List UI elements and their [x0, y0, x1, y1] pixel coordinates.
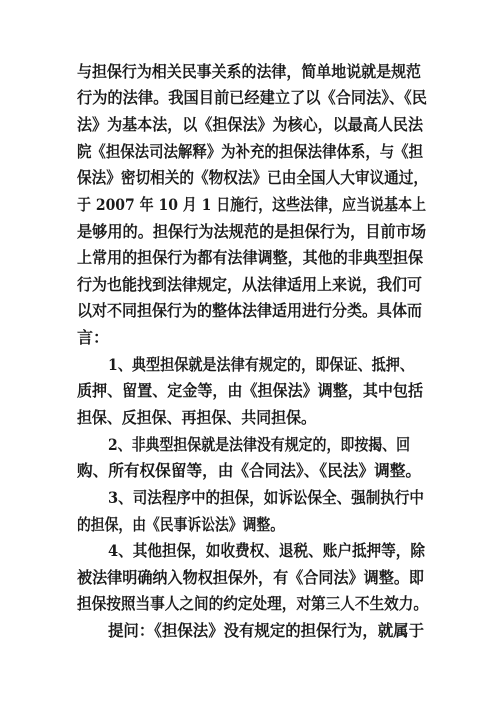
text-line: 担保、反担保、再担保、共同担保。: [77, 408, 316, 427]
text-line: 质押、留置、定金等，由《担保法》调整，其中包括: [77, 381, 423, 400]
text-line: 与担保行为相关民事关系的法律，简单地说就是规范: [77, 62, 421, 81]
text-line: 以对不同担保行为的整体法律适用进行分类。具体而: [77, 301, 422, 320]
text-line: 的担保，由《民事诉讼法》调整。: [77, 515, 284, 534]
text-line: 1、典型担保就是法律有规定的，即保证、抵押、: [108, 355, 414, 374]
text-line: 3、司法程序中的担保，如诉讼保全、强制执行中: [108, 488, 424, 507]
text-line: 购、所有权保留等，由《合同法》、《民法》调整。: [77, 461, 421, 480]
text-line: 被法律明确纳入物权担保外，有《合同法》调整。即: [77, 568, 424, 587]
text-line: 提问：《担保法》没有规定的担保行为，就属于: [108, 621, 424, 640]
text-line: 言：: [77, 328, 109, 347]
text-line: 于 2007 年 10 月 1 日施行，这些法律，应当说基本上: [77, 195, 426, 214]
text-line: 4、其他担保，如收费权、退税、账户抵押等，除: [108, 541, 425, 560]
text-line: 保法》密切相关的《物权法》已由全国人大审议通过，: [77, 168, 428, 187]
text-line: 院《担保法司法解释》为补充的担保法律体系，与《担: [77, 142, 423, 161]
text-line: 行为的法律。我国目前已经建立了以《合同法》、《民: [77, 88, 427, 107]
text-line: 担保按照当事人之间的约定处理，对第三人不生效力。: [77, 594, 428, 613]
text-line: 2、非典型担保就是法律没有规定的，即按揭、回: [108, 435, 410, 454]
text-line: 行为也能找到法律规定，从法律适用上来说，我们可: [77, 275, 422, 294]
text-line: 法》为基本法，以《担保法》为核心，以最高人民法: [77, 115, 423, 134]
text-line: 是够用的。担保行为法规范的是担保行为，目前市场: [77, 222, 426, 241]
text-line: 上常用的担保行为都有法律调整，其他的非典型担保: [77, 248, 423, 267]
